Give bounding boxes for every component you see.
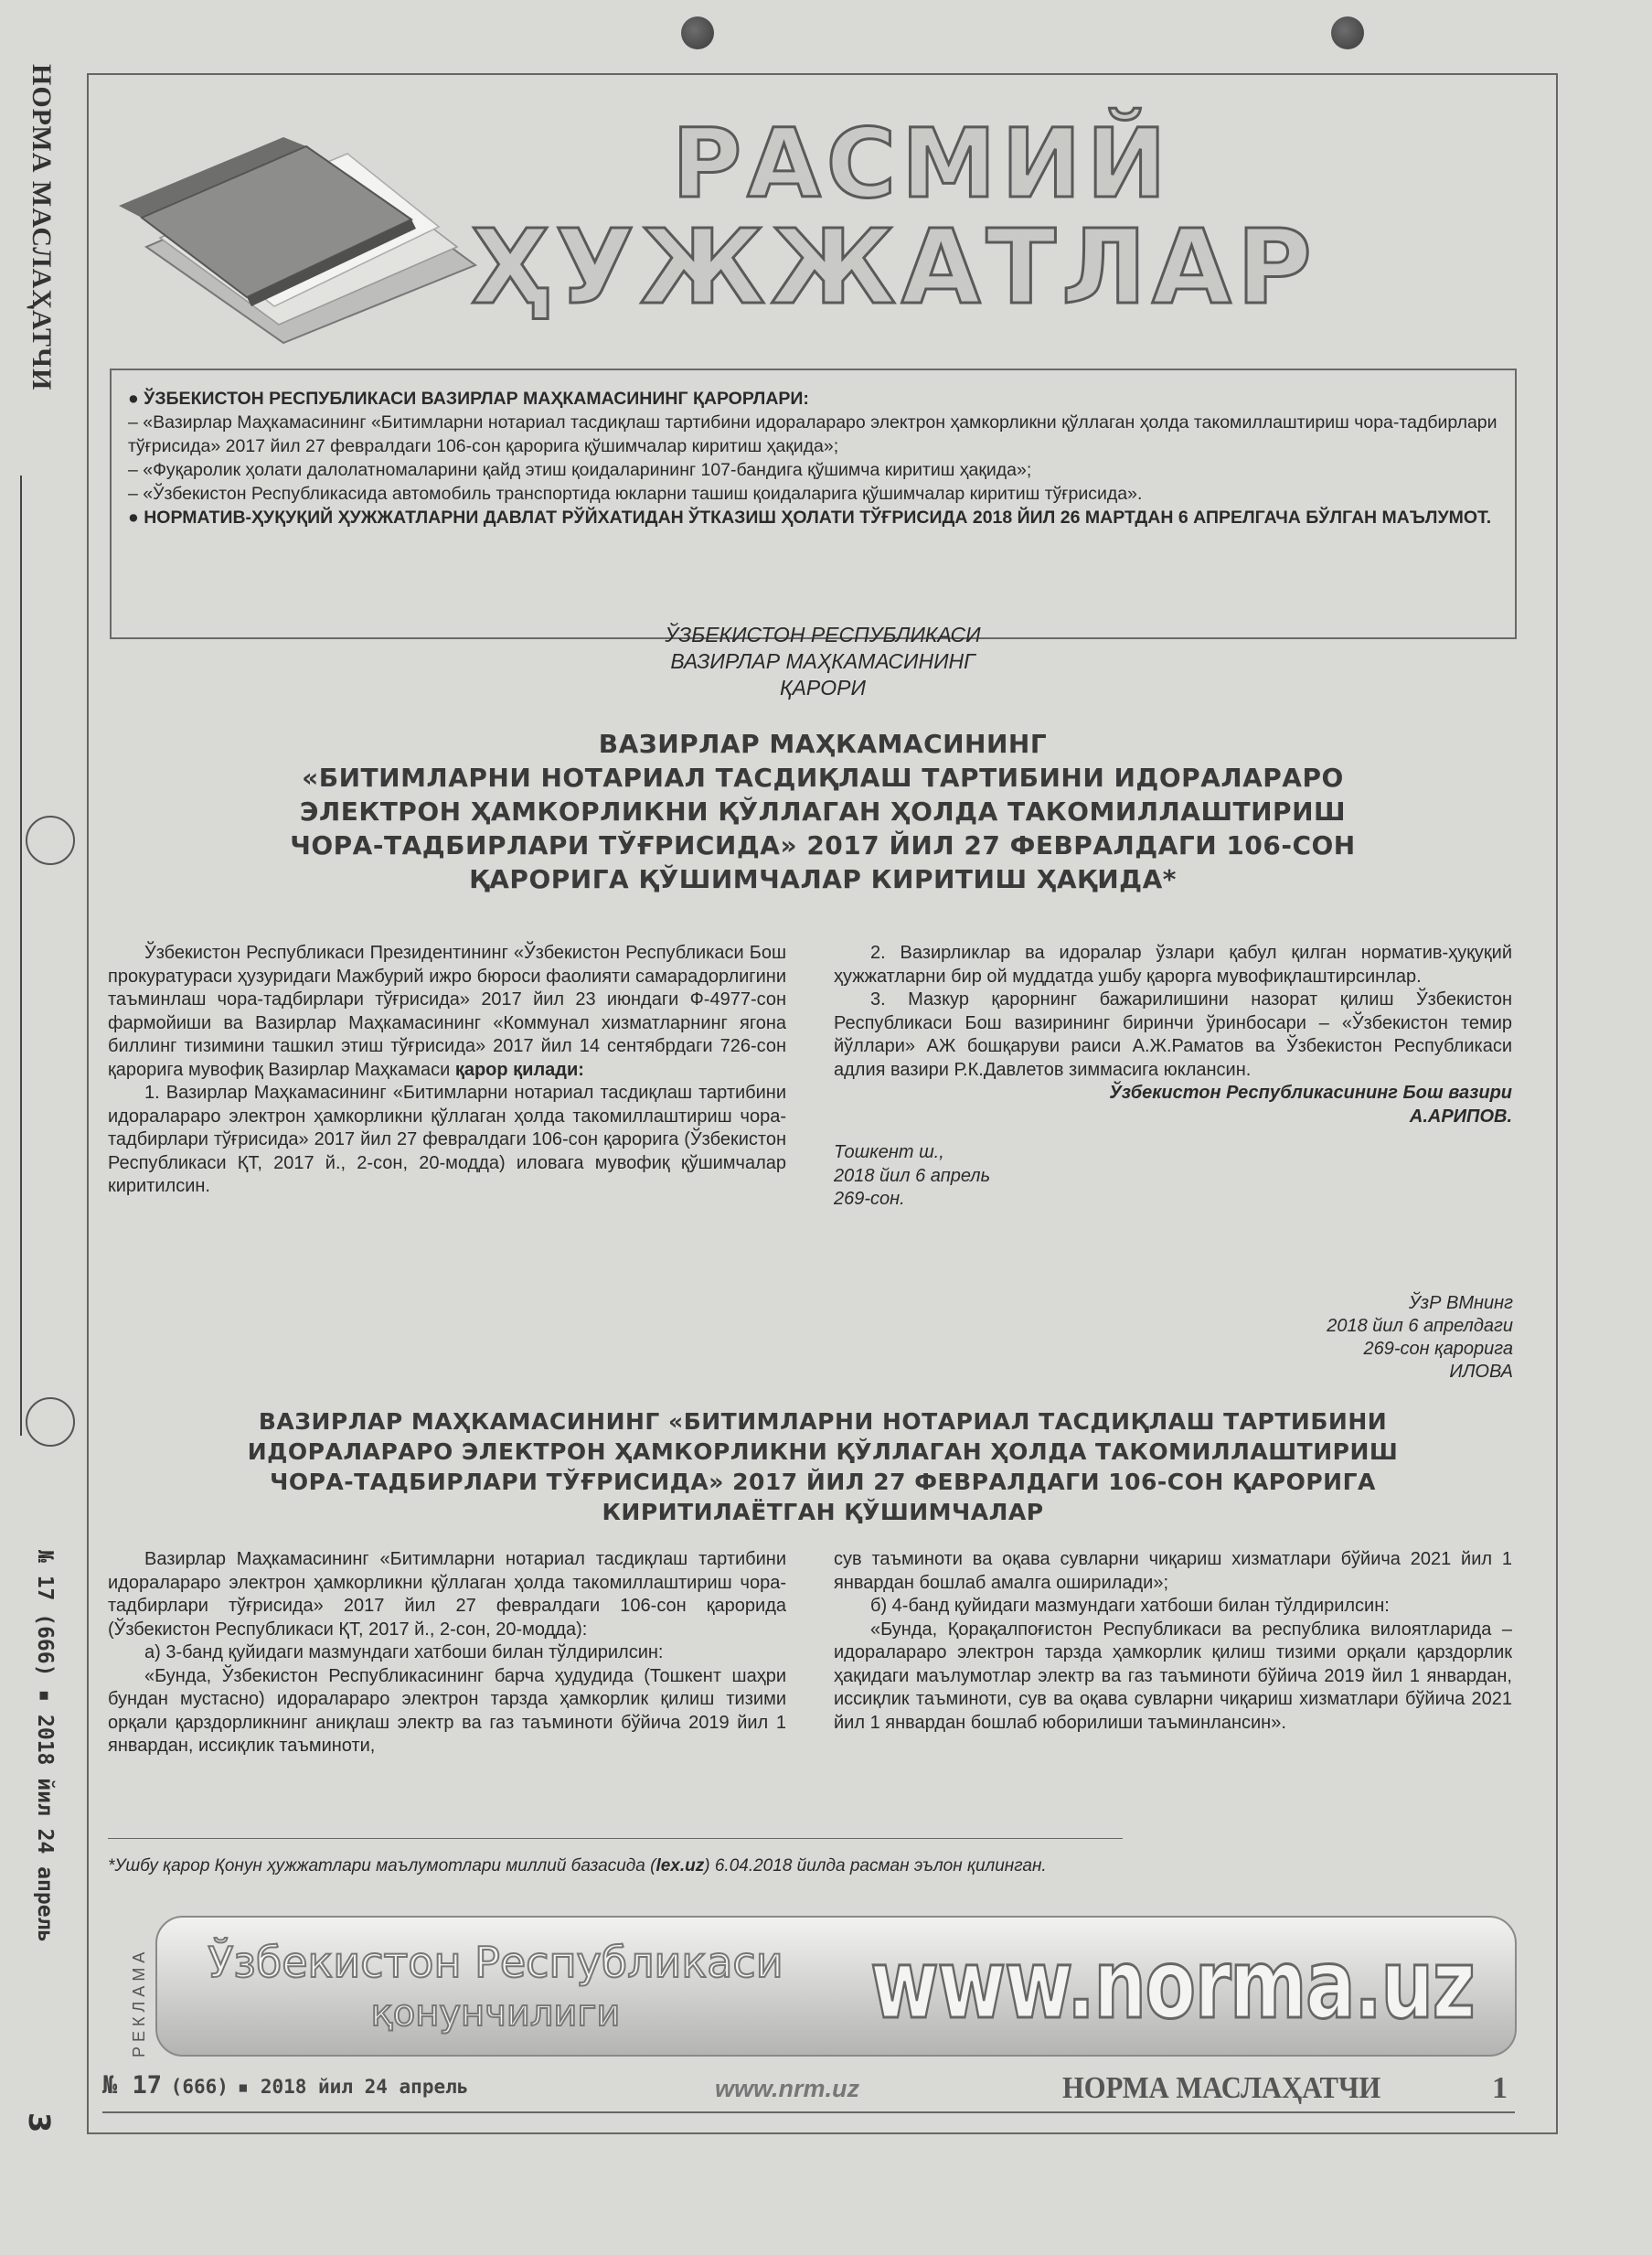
footnote-rule [108,1838,1123,1839]
decree-item-3: 3. Мазкур қарорнинг бажарилишини назорат қилиш Ўзбекистон Республикаси Бош вазирининг биринчи ўринбосари – «Ўзбекистон темир йўллари» АЖ бошқаруви раиси А.Ж.Раматов ва Ўзбекистон Республикаси адлия вазири Р.К.Давлетов зиммасига юклансин. [834,989,1512,1080]
advertisement-banner[interactable] [155,1916,1517,2057]
ad-line-1: Ўзбекистон Республикаси [208,1938,783,1987]
signature-name: А.АРИПОВ. [1409,1106,1512,1127]
decree-place: Тошкент ш., [834,1142,944,1162]
folder-illustration [110,110,494,347]
ad-line-2: қонунчилиги [370,1993,621,2035]
punch-hole-right [1331,16,1364,49]
appendix-intro: Вазирлар Маҳкамасининг «Битимларни нотариал тасдиқлаш тартибини идоралараро электрон ҳамкорликни қўллаган ҳолда такомиллаштириш чора-тадбирлари тўғрисида» 2017 йил 27 февралдаги 106-сон қарорида (Ўзбекистон Республикаси ҚТ, 2017 й., 2-сон, 20-модда): [108,1549,786,1640]
decree-resolves: қарор қилади: [454,1059,584,1080]
appendix-quote-a-cont: сув таъминоти ва оқава сувларни чиқариш хизматлари бўйича 2021 йил 1 январдан бошлаб амалга оширилади»; [834,1549,1512,1593]
footer-date: ▪ 2018 йил 24 апрель [237,2076,469,2098]
appendix-quote-b: «Бунда, Қорақалпоғистон Республикаси ва республика вилоятларида – идоралараро электрон тарзда ҳамкорлик қилиш тизими орқали қарздорлик ҳақидаги маълумотлар электр ва газ таъминоти бўйича 2019 йил 1 январдан, иссиқлик таъминоти, сув ва оқава сувларни чиқариш хизматлари бўйича 2021 йил 1 январдан бошлаб юборилиши таъминлансин». [834,1619,1512,1733]
footer-issue-total: (666) [170,2076,229,2098]
decree-item-2: 2. Вазирликлар ва идоралар ўзлари қабул қилган норматив-ҳуқуқий ҳужжатларни бир ой муддатда ушбу қарорга мувофиқлаштирсинлар. [834,943,1512,987]
side-title: НОРМА МАСЛАҲАТЧИ [27,64,57,391]
decree-number: 269-сон. [834,1189,905,1209]
side-rule [20,476,22,1436]
appendix-item-a: а) 3-банд қуйидаги мазмундаги хатбоши билан тўлдирилсин: [144,1642,664,1662]
appendix-reference: ЎзР ВМнинг 2018 йил 6 апрелдаги 269-сон қарорига ИЛОВА [1327,1293,1513,1382]
footer-site[interactable]: www.nrm.uz [715,2075,860,2102]
contents-item: – «Ўзбекистон Республикасида автомобиль транспортида юкларни ташиш қоидаларига қўшимчалар киритиш тўғрисида». [128,484,1143,504]
side-page-number: 3 [22,2112,57,2133]
section-banner-line1: РАСМИЙ [672,108,1172,219]
page-footer [102,2069,1515,2115]
side-issue: № 17 (666) ▪ 2018 йил 24 апрель [33,1550,57,1943]
ad-tag: РЕКЛАМА [130,1947,148,2057]
footer-title: НОРМА МАСЛАҲАТЧИ [1062,2071,1381,2105]
footer-rule [102,2111,1515,2113]
binder-ring-top [26,816,75,865]
appendix-title: ВАЗИРЛАР МАҲКАМАСИНИНГ «БИТИМЛАРНИ НОТАРИАЛ ТАСДИҚЛАШ ТАРТИБИНИ ИДОРАЛАРАРО ЭЛЕКТРОН ҲАМКОРЛИКНИ ҚЎЛЛАГАН ҲОЛДА ТАКОМИЛЛАШТИРИШ ЧОРА-ТАДБИРЛАРИ ТЎҒРИСИДА» 2017 ЙИЛ 27 ФЕВРАЛДАГИ 106-СОН ҚАРОРИГА КИРИТИЛАЁТГАН ҚЎШИМЧАЛАР [247,1408,1399,1525]
decree-right-column [834,942,1512,1212]
decree-title: ВАЗИРЛАР МАҲКАМАСИНИНГ «БИТИМЛАРНИ НОТАРИАЛ ТАСДИҚЛАШ ТАРТИБИНИ ИДОРАЛАРАРО ЭЛЕКТРОН ҲАМКОРЛИКНИ ҚЎЛЛАГАН ҲОЛДА ТАКОМИЛЛАШТИРИШ ЧОРА-ТАДБИРЛАРИ ТЎҒРИСИДА» 2017 ЙИЛ 27 ФЕВРАЛДАГИ 106-СОН ҚАРОРИГА ҚЎШИМЧАЛАР КИРИТИШ ҲАҚИДА* [290,729,1356,894]
appendix-item-b: б) 4-банд қуйидаги мазмундаги хатбоши билан тўлдирилсин: [870,1596,1390,1616]
ad-url[interactable]: www.norma.uz [870,1929,1475,2040]
punch-hole-left [681,16,714,49]
footnote: *Ушбу қарор Қонун ҳужжатлари маълумотлари миллий базасида (lex.uz) 6.04.2018 йилда расман эълон қилинган. [108,1856,1047,1876]
section-banner-line2: ҲУЖЖАТЛАР [471,208,1317,327]
appendix-quote-a: «Бунда, Ўзбекистон Республикасининг барча ҳудудида (Тошкент шаҳри бундан мустасно) идоралараро электрон тарзда ҳамкорлик қилиш тизими орқали қарздорликнинг аниқлаш электр ва газ таъминоти бўйича 2019 йил 1 январдан, иссиқлик таъминоти, [108,1665,786,1756]
footnote-link[interactable]: lex.uz [655,1856,705,1876]
contents-item: – «Вазирлар Маҳкамасининг «Битимларни нотариал тасдиқлаш тартибини идоралараро электрон ҳамкорликни қўллаган ҳолда такомиллаштириш чора-тадбирлари тўғрисида» 2017 йил 27 февралдаги 106-сон қарорига қўшимчалар киритиш ҳақида»; [128,412,1497,456]
footer-page-number: 1 [1492,2071,1508,2105]
decree-preamble: Ўзбекистон Республикаси Президентининг «Ўзбекистон Республикаси Бош прокуратураси ҳузуридаги Мажбурий ижро бюроси фаолияти самарадорлигини таъминлаш чора-тадбирлари тўғрисида» 2017 йил 23 июндаги Ф-4977-сон фармойиши ва Вазирлар Маҳкамасининг «Коммунал хизматларнинг ягона биллинг тизимини ташкил этиш тўғрисида» 2017 йил 14 сентябрдаги 726-сон қарорига мувофиқ Вазирлар Маҳкамаси [108,943,786,1080]
appendix-left-column [108,1548,786,1758]
footer-issue-number: № 17 [102,2071,163,2100]
decree-date: 2018 йил 6 апрель [834,1165,991,1186]
signature-title: Ўзбекистон Республикасининг Бош вазири [1109,1083,1512,1103]
appendix-right-column [834,1548,1512,1735]
decree-left-column [108,942,786,1199]
decree-issuer: ЎЗБЕКИСТОН РЕСПУБЛИКАСИ ВАЗИРЛАР МАҲКАМАСИНИНГ ҚАРОРИ [665,623,981,700]
binder-ring-bottom [26,1397,75,1447]
contents-item: – «Фуқаролик ҳолати далолатномаларини қайд этиш қоидаларининг 107-бандига қўшимча киритиш ҳақида»; [128,460,1032,480]
decree-item-1: 1. Вазирлар Маҳкамасининг «Битимларни нотариал тасдиқлаш тартибини идоралараро электрон ҳамкорликни қўллаган ҳолда такомиллаштириш чора-тадбирлари тўғрисида» 2017 йил 27 февралдаги 106-сон қарорига (Ўзбекистон Республикаси ҚТ, 2017 й., 2-сон, 20-модда) иловага мувофиқ қўшимчалар киритилсин. [108,1083,786,1196]
contents-heading: ● ЎЗБЕКИСТОН РЕСПУБЛИКАСИ ВАЗИРЛАР МАҲКАМАСИНИНГ ҚАРОРЛАРИ: [128,389,809,409]
contents-box [110,369,1517,639]
contents-heading: ● НОРМАТИВ-ҲУҚУҚИЙ ҲУЖЖАТЛАРНИ ДАВЛАТ РЎЙХАТИДАН ЎТКАЗИШ ҲОЛАТИ ТЎҒРИСИДА 2018 ЙИЛ 26 МАРТДАН 6 АПРЕЛГАЧА БЎЛГАН МАЪЛУМОТ. [128,508,1492,528]
